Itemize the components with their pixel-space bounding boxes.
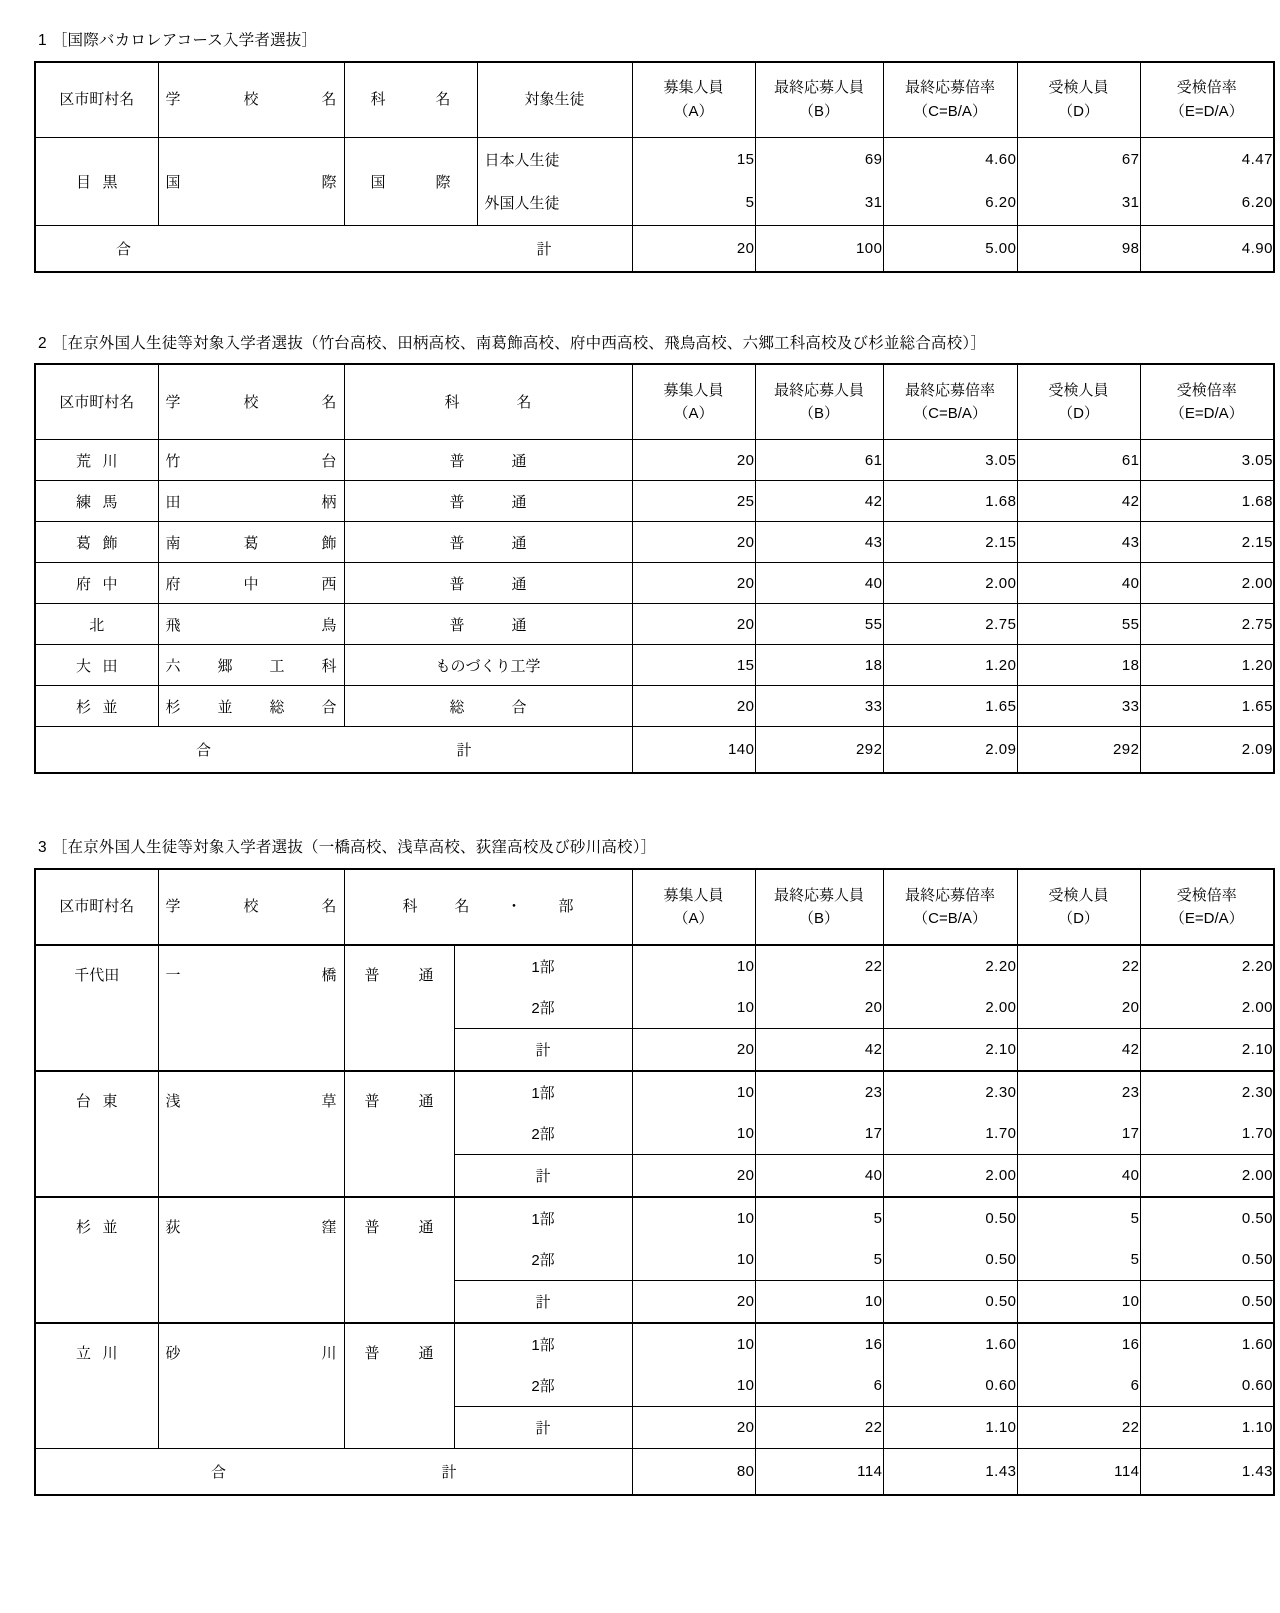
cell-examinees: 40: [1017, 1155, 1140, 1197]
total-exam-ratio: 1.43: [1140, 1449, 1274, 1496]
cell-capacity: 20: [632, 522, 755, 563]
cell-school: 国際: [158, 137, 344, 225]
total-label: 合計: [35, 1449, 632, 1496]
cell-capacity: 10: [632, 987, 755, 1029]
cell-app-ratio: 1.70: [883, 1113, 1017, 1155]
table-row: [35, 604, 1274, 645]
section-3: [34, 774, 1274, 1496]
cell-capacity: 10: [632, 945, 755, 987]
cell-exam-ratio: 2.30: [1140, 1071, 1274, 1113]
cell-school: 六郷工科: [158, 645, 344, 686]
cell-applicants: 22: [755, 1407, 883, 1449]
cell-app-ratio: 2.15: [883, 522, 1017, 563]
cell-exam-ratio: 1.70: [1140, 1113, 1274, 1155]
table-row: [35, 1197, 1274, 1239]
cell-exam-ratio: 2.20: [1140, 945, 1274, 987]
cell-app-ratio: 0.50: [883, 1197, 1017, 1239]
cell-exam-ratio: 1.10: [1140, 1407, 1274, 1449]
cell-examinees: 5: [1017, 1197, 1140, 1239]
header-examinees: 受検人員 （D）: [1017, 62, 1140, 138]
header-school: 学校名: [158, 62, 344, 138]
cell-app-ratio: 0.50: [883, 1281, 1017, 1323]
cell-city: 台東: [35, 1071, 158, 1197]
header-app-ratio: 最終応募倍率 （C=B/A）: [883, 62, 1017, 138]
cell-app-ratio: 1.65: [883, 686, 1017, 727]
total-exam-ratio: 4.90: [1140, 225, 1274, 272]
cell-dept: 普通: [344, 1323, 454, 1449]
table-header-row: [35, 62, 1274, 138]
header-app-ratio: 最終応募倍率 （C=B/A）: [883, 869, 1017, 945]
table-header-row: [35, 364, 1274, 440]
cell-dept: 普通: [344, 945, 454, 1071]
cell-school: 田柄: [158, 481, 344, 522]
section-1-number: 1: [38, 32, 47, 49]
cell-applicants: 42: [755, 481, 883, 522]
header-school: 学校名: [158, 869, 344, 945]
cell-city: 千代田: [35, 945, 158, 1071]
cell-examinees: 31: [1017, 181, 1140, 225]
cell-capacity: 20: [632, 1029, 755, 1071]
cell-exam-ratio: 2.15: [1140, 522, 1274, 563]
header-city: 区市町村名: [35, 869, 158, 945]
cell-city: 杉並: [35, 1197, 158, 1323]
header-city: 区市町村名: [35, 364, 158, 440]
cell-dept: 普通: [344, 604, 632, 645]
cell-city: 葛飾: [35, 522, 158, 563]
cell-applicants: 10: [755, 1281, 883, 1323]
cell-dept: 普通: [344, 1197, 454, 1323]
cell-exam-ratio: 1.20: [1140, 645, 1274, 686]
cell-school: 荻窪: [158, 1197, 344, 1323]
total-examinees: 98: [1017, 225, 1140, 272]
cell-exam-ratio: 0.50: [1140, 1239, 1274, 1281]
cell-applicants: 69: [755, 137, 883, 181]
header-dept: 科名: [344, 62, 477, 138]
cell-dept: 普通: [344, 522, 632, 563]
cell-capacity: 20: [632, 1155, 755, 1197]
header-exam-ratio: 受検倍率 （E=D/A）: [1140, 62, 1274, 138]
cell-examinees: 18: [1017, 645, 1140, 686]
cell-city: 目黒: [35, 137, 158, 225]
cell-examinees: 23: [1017, 1071, 1140, 1113]
cell-exam-ratio: 0.50: [1140, 1197, 1274, 1239]
section-2: [34, 273, 1273, 775]
cell-capacity: 20: [632, 686, 755, 727]
cell-applicants: 40: [755, 1155, 883, 1197]
cell-capacity: 10: [632, 1323, 755, 1365]
cell-examinees: 22: [1017, 1407, 1140, 1449]
cell-part: 1部: [454, 1071, 632, 1113]
cell-applicants: 17: [755, 1113, 883, 1155]
cell-examinees: 20: [1017, 987, 1140, 1029]
cell-capacity: 10: [632, 1113, 755, 1155]
table-row: [35, 481, 1274, 522]
cell-school: 竹台: [158, 440, 344, 481]
section-3-title: [38, 839, 1246, 858]
section-1: [34, 20, 1273, 273]
total-applicants: 292: [755, 727, 883, 774]
cell-part: 計: [454, 1155, 632, 1197]
table-row: [35, 522, 1274, 563]
cell-part: 1部: [454, 1323, 632, 1365]
total-capacity: 140: [632, 727, 755, 774]
table-ib-course: [34, 61, 1275, 273]
cell-exam-ratio: 6.20: [1140, 181, 1274, 225]
cell-school: 飛鳥: [158, 604, 344, 645]
cell-exam-ratio: 2.00: [1140, 987, 1274, 1029]
cell-exam-ratio: 1.65: [1140, 686, 1274, 727]
cell-exam-ratio: 2.00: [1140, 563, 1274, 604]
cell-app-ratio: 1.20: [883, 645, 1017, 686]
cell-part: 1部: [454, 1197, 632, 1239]
table-row: [35, 440, 1274, 481]
cell-dept: 普通: [344, 440, 632, 481]
section-3-title-text: ［在京外国人生徒等対象入学者選抜（一橋高校、浅草高校、荻窪高校及び砂川高校）］: [51, 839, 657, 857]
header-examinees: 受検人員 （D）: [1017, 364, 1140, 440]
cell-capacity: 10: [632, 1071, 755, 1113]
cell-dept: 国際: [344, 137, 477, 225]
header-dept: 科名: [344, 364, 632, 440]
cell-city: 練馬: [35, 481, 158, 522]
cell-part: 2部: [454, 1239, 632, 1281]
total-label: 合計: [35, 225, 632, 272]
cell-applicants: 61: [755, 440, 883, 481]
cell-capacity: 10: [632, 1365, 755, 1407]
cell-part: 1部: [454, 945, 632, 987]
cell-dept: 普通: [344, 1071, 454, 1197]
header-exam-ratio: 受検倍率 （E=D/A）: [1140, 364, 1274, 440]
cell-applicants: 22: [755, 945, 883, 987]
cell-app-ratio: 1.68: [883, 481, 1017, 522]
header-capacity: 募集人員 （A）: [632, 364, 755, 440]
cell-exam-ratio: 1.60: [1140, 1323, 1274, 1365]
cell-exam-ratio: 2.75: [1140, 604, 1274, 645]
cell-examinees: 16: [1017, 1323, 1140, 1365]
cell-capacity: 20: [632, 604, 755, 645]
cell-examinees: 33: [1017, 686, 1140, 727]
cell-part: 2部: [454, 1365, 632, 1407]
cell-applicants: 16: [755, 1323, 883, 1365]
cell-part: 計: [454, 1407, 632, 1449]
cell-capacity: 15: [632, 645, 755, 686]
table-total-row: [35, 225, 1274, 272]
cell-examinees: 6: [1017, 1365, 1140, 1407]
cell-applicants: 18: [755, 645, 883, 686]
cell-school: 南葛飾: [158, 522, 344, 563]
header-capacity: 募集人員 （A）: [632, 62, 755, 138]
cell-capacity: 20: [632, 563, 755, 604]
total-capacity: 80: [632, 1449, 755, 1496]
cell-examinees: 42: [1017, 1029, 1140, 1071]
cell-exam-ratio: 0.50: [1140, 1281, 1274, 1323]
header-exam-ratio: 受検倍率 （E=D/A）: [1140, 869, 1274, 945]
section-1-title-text: ［国際バカロレアコース入学者選抜］: [51, 32, 318, 49]
table-row: [35, 686, 1274, 727]
cell-school: 浅草: [158, 1071, 344, 1197]
table-row: [35, 1071, 1274, 1113]
header-city: 区市町村名: [35, 62, 158, 138]
cell-examinees: 40: [1017, 563, 1140, 604]
cell-city: 立川: [35, 1323, 158, 1449]
total-exam-ratio: 2.09: [1140, 727, 1274, 774]
cell-app-ratio: 0.60: [883, 1365, 1017, 1407]
cell-capacity: 20: [632, 1281, 755, 1323]
cell-examinees: 5: [1017, 1239, 1140, 1281]
cell-exam-ratio: 0.60: [1140, 1365, 1274, 1407]
cell-applicants: 6: [755, 1365, 883, 1407]
cell-capacity: 25: [632, 481, 755, 522]
cell-school: 一橋: [158, 945, 344, 1071]
section-2-title: [38, 335, 1246, 354]
total-applicants: 100: [755, 225, 883, 272]
cell-app-ratio: 0.50: [883, 1239, 1017, 1281]
total-applicants: 114: [755, 1449, 883, 1496]
table-row: [35, 645, 1274, 686]
total-capacity: 20: [632, 225, 755, 272]
header-applicants: 最終応募人員 （B）: [755, 62, 883, 138]
table-row: [35, 1323, 1274, 1365]
cell-school: 府中西: [158, 563, 344, 604]
total-app-ratio: 5.00: [883, 225, 1017, 272]
cell-capacity: 10: [632, 1197, 755, 1239]
cell-app-ratio: 1.60: [883, 1323, 1017, 1365]
section-3-number: 3: [38, 839, 47, 857]
cell-applicants: 43: [755, 522, 883, 563]
cell-app-ratio: 3.05: [883, 440, 1017, 481]
cell-applicants: 23: [755, 1071, 883, 1113]
cell-dept: ものづくり工学: [344, 645, 632, 686]
cell-school: 杉並総合: [158, 686, 344, 727]
cell-examinees: 10: [1017, 1281, 1140, 1323]
cell-app-ratio: 2.00: [883, 563, 1017, 604]
cell-applicants: 33: [755, 686, 883, 727]
cell-applicants: 31: [755, 181, 883, 225]
cell-app-ratio: 6.20: [883, 181, 1017, 225]
cell-dept: 普通: [344, 563, 632, 604]
table-total-row: [35, 727, 1274, 774]
cell-city: 府中: [35, 563, 158, 604]
cell-examinees: 55: [1017, 604, 1140, 645]
cell-capacity: 10: [632, 1239, 755, 1281]
cell-app-ratio: 4.60: [883, 137, 1017, 181]
total-examinees: 292: [1017, 727, 1140, 774]
cell-exam-ratio: 4.47: [1140, 137, 1274, 181]
cell-examinees: 43: [1017, 522, 1140, 563]
cell-examinees: 67: [1017, 137, 1140, 181]
cell-app-ratio: 2.20: [883, 945, 1017, 987]
cell-dept: 総合: [344, 686, 632, 727]
cell-dept: 普通: [344, 481, 632, 522]
section-1-title: [38, 32, 1246, 51]
cell-app-ratio: 2.10: [883, 1029, 1017, 1071]
cell-target: 日本人生徒: [477, 137, 632, 181]
header-examinees: 受検人員 （D）: [1017, 869, 1140, 945]
cell-capacity: 20: [632, 440, 755, 481]
table-header-row: [35, 869, 1274, 945]
cell-capacity: 15: [632, 137, 755, 181]
cell-applicants: 5: [755, 1197, 883, 1239]
cell-app-ratio: 2.00: [883, 1155, 1017, 1197]
table-total-row: [35, 1449, 1274, 1496]
cell-city: 杉並: [35, 686, 158, 727]
header-applicants: 最終応募人員 （B）: [755, 364, 883, 440]
section-2-title-text: ［在京外国人生徒等対象入学者選抜（竹台高校、田柄高校、南葛飾高校、府中西高校、飛鳥高校、六郷工科高校及び杉並総合高校）］: [51, 334, 987, 352]
cell-app-ratio: 2.30: [883, 1071, 1017, 1113]
cell-exam-ratio: 3.05: [1140, 440, 1274, 481]
table-row: [35, 945, 1274, 987]
table-foreign-students-a: [34, 363, 1275, 774]
total-app-ratio: 2.09: [883, 727, 1017, 774]
table-foreign-students-b: [34, 868, 1275, 1497]
cell-applicants: 55: [755, 604, 883, 645]
header-applicants: 最終応募人員 （B）: [755, 869, 883, 945]
header-app-ratio: 最終応募倍率 （C=B/A）: [883, 364, 1017, 440]
total-label: 合計: [35, 727, 632, 774]
cell-part: 2部: [454, 1113, 632, 1155]
cell-examinees: 22: [1017, 945, 1140, 987]
cell-examinees: 17: [1017, 1113, 1140, 1155]
cell-examinees: 42: [1017, 481, 1140, 522]
header-capacity: 募集人員 （A）: [632, 869, 755, 945]
cell-applicants: 42: [755, 1029, 883, 1071]
total-app-ratio: 1.43: [883, 1449, 1017, 1496]
cell-part: 計: [454, 1029, 632, 1071]
cell-examinees: 61: [1017, 440, 1140, 481]
cell-app-ratio: 2.00: [883, 987, 1017, 1029]
table-row: [35, 563, 1274, 604]
cell-exam-ratio: 2.00: [1140, 1155, 1274, 1197]
table-row: [35, 137, 1274, 181]
cell-capacity: 20: [632, 1407, 755, 1449]
cell-app-ratio: 1.10: [883, 1407, 1017, 1449]
cell-applicants: 20: [755, 987, 883, 1029]
cell-app-ratio: 2.75: [883, 604, 1017, 645]
cell-exam-ratio: 2.10: [1140, 1029, 1274, 1071]
header-dept-part: 科名・部: [344, 869, 632, 945]
cell-part: 計: [454, 1281, 632, 1323]
cell-school: 砂川: [158, 1323, 344, 1449]
cell-applicants: 5: [755, 1239, 883, 1281]
total-examinees: 114: [1017, 1449, 1140, 1496]
cell-city: 荒川: [35, 440, 158, 481]
cell-city: 北: [35, 604, 158, 645]
cell-exam-ratio: 1.68: [1140, 481, 1274, 522]
section-2-number: 2: [38, 334, 47, 352]
header-target: 対象生徒: [477, 62, 632, 138]
cell-capacity: 5: [632, 181, 755, 225]
header-school: 学校名: [158, 364, 344, 440]
cell-city: 大田: [35, 645, 158, 686]
cell-part: 2部: [454, 987, 632, 1029]
cell-target: 外国人生徒: [477, 181, 632, 225]
cell-applicants: 40: [755, 563, 883, 604]
